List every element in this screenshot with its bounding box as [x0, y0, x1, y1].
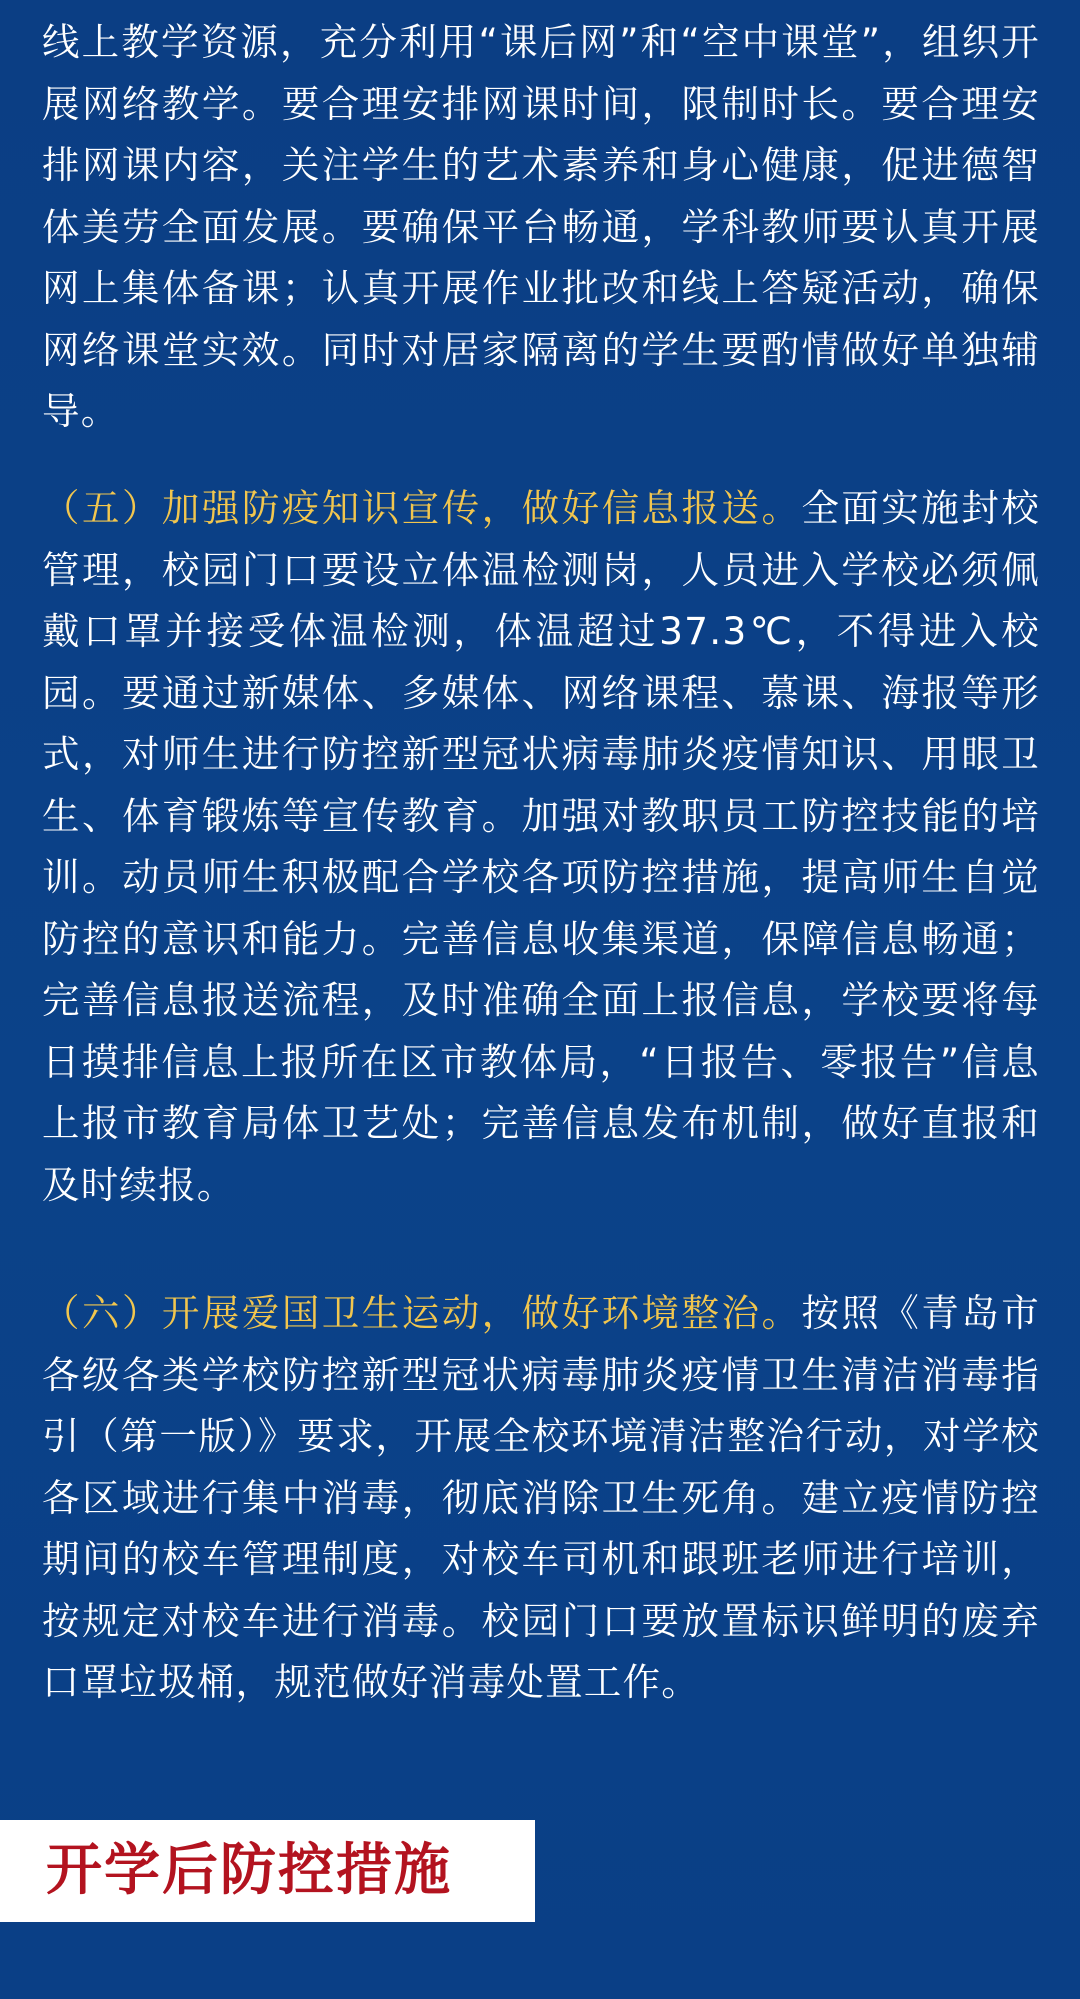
section-heading: 开学后防控措施: [46, 1838, 452, 1903]
paragraph-section-six: [42, 1283, 1040, 1714]
paragraph-lead: （六）开展爱国卫生运动，做好环境整治。: [42, 1291, 802, 1335]
paragraph-body: 全面实施封校管理，校园门口要设立体温检测岗，人员进入学校必须佩戴口罩并接受体温检测，体温超过37.3℃，不得进入校园。要通过新媒体、多媒体、网络课程、慕课、海报等形式，对师生进行防控新型冠状病毒肺炎疫情知识、用眼卫生、体育锻炼等宣传教育。加强对教职员工防控技能的培训。动员师生积极配合学校各项防控措施，提高师生自觉防控的意识和能力。完善信息收集渠道，保障信息畅通；完善信息报送流程，及时准确全面上报信息，学校要将每日摸排信息上报所在区市教体局，“日报告、零报告”信息上报市教育局体卫艺处；完善信息发布机制，做好直报和及时续报。: [42, 486, 1040, 1207]
paragraph-section-five: [42, 478, 1040, 1216]
paragraph-lead: （五）加强防疫知识宣传，做好信息报送。: [42, 486, 802, 530]
paragraph-online-teaching: [42, 12, 1040, 443]
section-heading-box: [0, 1820, 535, 1922]
paragraph-body: 按照《青岛市各级各类学校防控新型冠状病毒肺炎疫情卫生清洁消毒指引（第一版）》要求，开展全校环境清洁整治行动，对学校各区域进行集中消毒，彻底消除卫生死角。建立疫情防控期间的校车管理制度，对校车司机和跟班老师进行培训，按规定对校车进行消毒。校园门口要放置标识鲜明的废弃口罩垃圾桶，规范做好消毒处置工作。: [42, 1291, 1040, 1704]
paragraph-body: 线上教学资源，充分利用“课后网”和“空中课堂”，组织开展网络教学。要合理安排网课时间，限制时长。要合理安排网课内容，关注学生的艺术素养和身心健康，促进德智体美劳全面发展。要确保平台畅通，学科教师要认真开展网上集体备课；认真开展作业批改和线上答疑活动，确保网络课堂实效。同时对居家隔离的学生要酌情做好单独辅导。: [42, 20, 1040, 433]
